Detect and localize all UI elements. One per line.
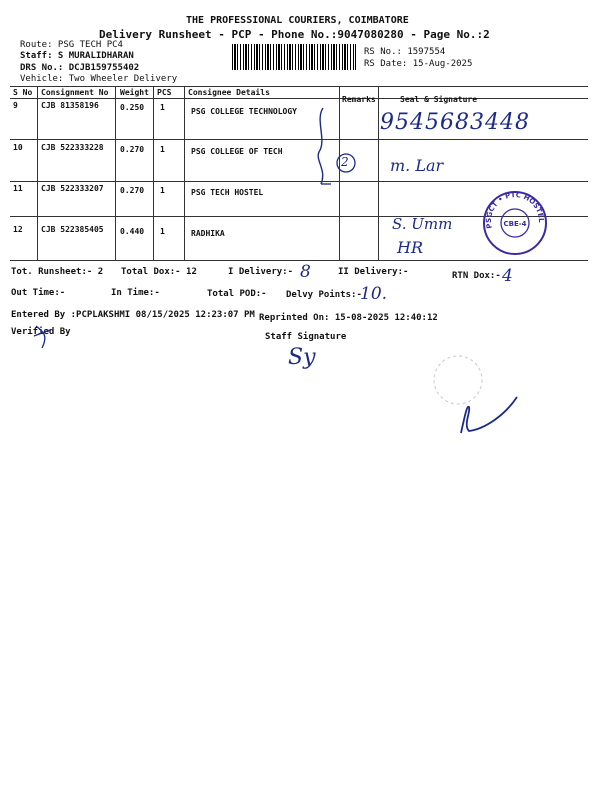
cell-sno: 9 (13, 101, 18, 110)
cell-pcs: 1 (160, 186, 165, 195)
verified-by: Verified By (11, 327, 71, 337)
cell-weight: 0.270 (120, 145, 145, 154)
stamp-text: PSGCT • PTC HOSTEL (484, 191, 546, 230)
rs-number: RS No.: 1597554 (364, 47, 446, 57)
col-consignee: Consignee Details (188, 88, 270, 97)
cell-consignment: CJB 522333207 (41, 184, 104, 193)
staff-signature-label: Staff Signature (265, 332, 347, 342)
i-delivery-value: 8 (300, 262, 311, 282)
cell-consignment: CJB 522333228 (41, 143, 104, 152)
verified-signature-mark (30, 322, 55, 352)
hostel-stamp (480, 188, 550, 258)
cell-sno: 10 (13, 143, 23, 152)
page-title: Delivery Runsheet - PCP - Phone No.:9047080280 - Page No.:2 (99, 28, 490, 41)
tot-runsheet: Tot. Runsheet:- 2 (11, 267, 104, 277)
staff-label: Staff: S MURALIDHARAN (20, 51, 134, 61)
cell-pcs: 1 (160, 103, 165, 112)
cell-consignment: CJB 522385405 (41, 225, 104, 234)
signature-row12: S. Umm (392, 215, 453, 233)
delvy-points-value: 10. (360, 284, 388, 304)
handwritten-phone: 9545683448 (380, 110, 530, 135)
cell-consignee: PSG COLLEGE OF TECH (191, 147, 283, 156)
total-dox: Total Dox:- 12 (121, 267, 197, 277)
cell-weight: 0.270 (120, 186, 145, 195)
stamp-center: CBE-4 (503, 220, 527, 228)
col-sno: S No (13, 88, 33, 97)
out-time: Out Time:- (11, 288, 66, 298)
cell-weight: 0.440 (120, 227, 145, 236)
entered-by: Entered By :PCPLAKSHMI 08/15/2025 12:23:07 PM (11, 310, 255, 320)
total-pod: Total POD:- (207, 289, 267, 299)
rtn-dox-label: RTN Dox:- (452, 271, 501, 281)
delvy-points-label: Delvy Points:- (286, 290, 362, 300)
rtn-dox-value: 4 (502, 266, 513, 286)
rs-date: RS Date: 15-Aug-2025 (364, 59, 473, 69)
col-remarks: Remarks (342, 95, 376, 104)
signature-row10: m. Lar (390, 156, 444, 175)
remark-circle-number: 2 (341, 155, 349, 169)
route-label: Route: PSG TECH PC4 (20, 40, 123, 50)
cell-sno: 11 (13, 184, 23, 193)
company-name: THE PROFESSIONAL COURIERS, COIMBATORE (186, 15, 409, 26)
reprinted-on: Reprinted On: 15-08-2025 12:40:12 (259, 313, 438, 323)
cell-consignee: RADHIKA (191, 229, 225, 238)
cell-pcs: 1 (160, 227, 165, 236)
cell-weight: 0.250 (120, 103, 145, 112)
cell-pcs: 1 (160, 145, 165, 154)
initials-row12: HR (397, 238, 423, 257)
col-seal-signature: Seal & Signature (400, 95, 478, 104)
in-time: In Time:- (111, 288, 160, 298)
drs-number: DRS No.: DCJB159755402 (20, 63, 140, 73)
col-consignment: Consignment No (41, 88, 109, 97)
cell-consignee: PSG TECH HOSTEL (191, 188, 264, 197)
remark-bracket (305, 100, 365, 195)
ii-delivery-label: II Delivery:- (338, 267, 409, 277)
i-delivery-label: I Delivery:- (228, 267, 294, 277)
barcode (232, 44, 356, 70)
cell-consignee: PSG COLLEGE TECHNOLOGY (191, 107, 297, 116)
large-scribble (455, 385, 525, 445)
staff-signature: Sy (288, 345, 316, 370)
col-pcs: PCS (157, 88, 172, 97)
cell-consignment: CJB 81358196 (41, 101, 99, 110)
cell-sno: 12 (13, 225, 23, 234)
col-weight: Weight (120, 88, 149, 97)
vehicle-label: Vehicle: Two Wheeler Delivery (20, 74, 178, 84)
